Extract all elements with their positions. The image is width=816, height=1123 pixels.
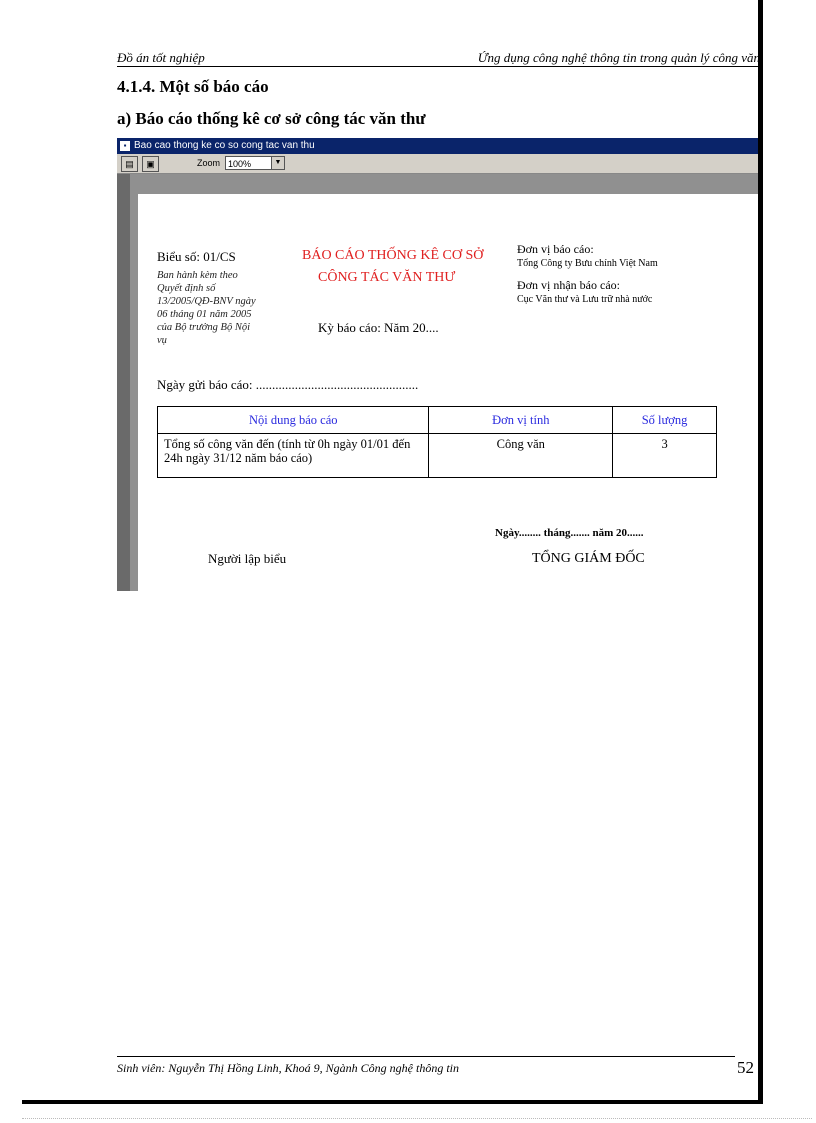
viewer-top-margin (130, 174, 758, 194)
table-row (158, 434, 717, 478)
app-icon: ▪ (120, 141, 130, 151)
report-table (157, 406, 717, 478)
report-title-line1: BÁO CÁO THỐNG KÊ CƠ SỞ (302, 248, 484, 263)
footer-rule (117, 1056, 735, 1057)
report-title-line2: CÔNG TÁC VĂN THƯ (318, 270, 456, 285)
table-header-row (158, 407, 717, 434)
report-send-date: Ngày gửi báo cáo: .................................................. (157, 377, 419, 392)
zoom-value: 100% (228, 159, 252, 169)
page-border-right (758, 0, 763, 1100)
receiving-unit-value: Cục Văn thư và Lưu trữ nhà nước (517, 294, 653, 305)
viewer-gutter (117, 174, 130, 591)
page-edge-dotted (22, 1118, 812, 1119)
zoom-select[interactable] (225, 156, 285, 170)
column-header: Đơn vị tính (429, 407, 613, 434)
chevron-down-icon[interactable]: ▼ (271, 157, 284, 169)
reporting-unit-label: Đơn vị báo cáo: (517, 242, 594, 256)
viewer-gutter-shadow (130, 174, 138, 591)
column-header: Nội dung báo cáo (158, 407, 429, 434)
header-left: Đồ án tốt nghiệp (117, 50, 205, 65)
window-title: Bao cao thong ke co so cong tac van thu (134, 140, 315, 151)
footer-text: Sinh viên: Nguyễn Thị Hồng Linh, Khoá 9, Ngành Công nghệ thông tin (117, 1061, 459, 1075)
section-heading: 4.1.4. Một số báo cáo (117, 77, 269, 96)
print-icon[interactable]: ▤ (121, 156, 138, 172)
section-subheading: a) Báo cáo thống kê cơ sở công tác văn thư (117, 109, 426, 128)
page-border-bottom (22, 1100, 763, 1104)
table-cell: 3 (613, 434, 717, 478)
report-period: Kỳ báo cáo: Năm 20.... (318, 320, 439, 335)
page-header (117, 48, 760, 66)
window-titlebar (117, 138, 758, 154)
report-issued-by: Ban hành kèm theo Quyết định số 13/2005/QĐ-BNV ngày 06 tháng 01 năm 2005 của Bộ trưởng Bộ Nội vụ (157, 270, 256, 346)
reporting-unit-value: Tổng Công ty Bưu chính Việt Nam (517, 258, 658, 269)
receiving-unit-label: Đơn vị nhận báo cáo: (517, 278, 620, 292)
zoom-label: Zoom (197, 158, 221, 168)
report-screenshot (117, 138, 758, 591)
export-icon[interactable]: ▣ (142, 156, 159, 172)
table-cell: Công văn (429, 434, 613, 478)
table-cell: Tổng số công văn đến (tính từ 0h ngày 01/01 đến 24h ngày 31/12 năm báo cáo) (158, 434, 429, 478)
report-page (138, 194, 758, 591)
report-toolbar (117, 154, 758, 174)
report-form-number: Biểu số: 01/CS (157, 249, 236, 264)
header-rule (117, 66, 760, 67)
page-number: 52 (737, 1058, 754, 1077)
column-header: Số lượng (613, 407, 717, 434)
signature-date: Ngày........ tháng....... năm 20...... (495, 527, 644, 539)
header-right: Ứng dụng công nghệ thông tin trong quản lý công văn (477, 50, 760, 65)
director-label: TỔNG GIÁM ĐỐC (532, 551, 645, 566)
preparer-label: Người lập biểu (208, 551, 287, 566)
